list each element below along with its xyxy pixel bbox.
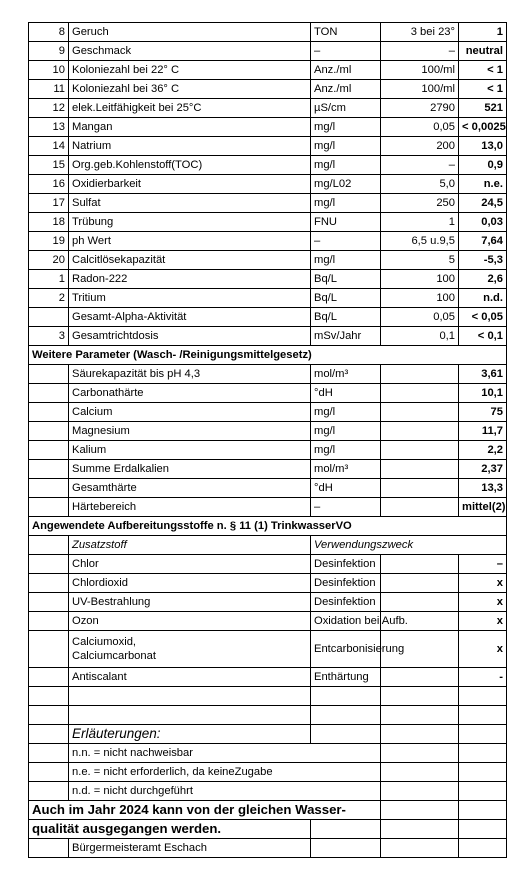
table-body xyxy=(29,23,507,858)
measured-value: mittel(2) xyxy=(459,498,507,517)
table-row xyxy=(29,23,507,42)
limit-value xyxy=(381,403,459,422)
empty-cell xyxy=(381,839,459,858)
row-number: 10 xyxy=(29,61,69,80)
table-row xyxy=(29,555,507,574)
signature-row xyxy=(29,839,507,858)
parameter-name: Mangan xyxy=(69,118,311,137)
empty-cell xyxy=(381,593,459,612)
table-row xyxy=(29,498,507,517)
measured-value: 11,7 xyxy=(459,422,507,441)
additive-name xyxy=(69,631,311,668)
measured-value: 10,1 xyxy=(459,384,507,403)
row-number: 8 xyxy=(29,23,69,42)
parameter-unit: Anz./ml xyxy=(311,80,381,99)
row-number xyxy=(29,384,69,403)
note-text: n.d. = nicht durchgeführt xyxy=(69,782,381,801)
empty-cell xyxy=(381,763,459,782)
measured-value: n.e. xyxy=(459,175,507,194)
table-row xyxy=(29,308,507,327)
statement-row xyxy=(29,820,507,839)
empty-cell xyxy=(459,782,507,801)
limit-value: 5 xyxy=(381,251,459,270)
row-number xyxy=(29,441,69,460)
row-number: 13 xyxy=(29,118,69,137)
empty-cell xyxy=(381,820,459,839)
row-number: 12 xyxy=(29,99,69,118)
empty-cell xyxy=(311,820,381,839)
row-number xyxy=(29,498,69,517)
parameter-name: elek.Leitfähigkeit bei 25°C xyxy=(69,99,311,118)
empty-cell xyxy=(311,687,381,706)
empty-cell xyxy=(381,744,459,763)
parameter-name: Geruch xyxy=(69,23,311,42)
parameter-unit: µS/cm xyxy=(311,99,381,118)
limit-value: 100 xyxy=(381,270,459,289)
parameter-unit: FNU xyxy=(311,213,381,232)
parameter-name: Tritium xyxy=(69,289,311,308)
table-row xyxy=(29,593,507,612)
row-number: 11 xyxy=(29,80,69,99)
empty-cell xyxy=(29,744,69,763)
limit-value xyxy=(381,422,459,441)
measured-value: 2,6 xyxy=(459,270,507,289)
parameter-unit: °dH xyxy=(311,479,381,498)
parameter-unit: TON xyxy=(311,23,381,42)
row-number xyxy=(29,574,69,593)
applied-mark: x xyxy=(459,574,507,593)
table-row xyxy=(29,631,507,668)
note-text: n.n. = nicht nachweisbar xyxy=(69,744,381,763)
table-row xyxy=(29,175,507,194)
measured-value: < 1 xyxy=(459,61,507,80)
section-header xyxy=(29,346,507,365)
parameter-unit: mSv/Jahr xyxy=(311,327,381,346)
statement-line-2: qualität ausgegangen werden. xyxy=(29,820,311,839)
section-header xyxy=(29,517,507,536)
applied-mark: – xyxy=(459,555,507,574)
limit-value: 100 xyxy=(381,289,459,308)
empty-cell xyxy=(29,687,69,706)
parameter-name: Summe Erdalkalien xyxy=(69,460,311,479)
additive-name-line1: Calciumoxid, xyxy=(72,636,137,648)
measured-value: 13,0 xyxy=(459,137,507,156)
empty-cell xyxy=(459,763,507,782)
parameter-name: Säurekapazität bis pH 4,3 xyxy=(69,365,311,384)
limit-value: 3 bei 23° xyxy=(381,23,459,42)
measured-value: -5,3 xyxy=(459,251,507,270)
row-number: 9 xyxy=(29,42,69,61)
notes-title-row xyxy=(29,725,507,744)
table-row xyxy=(29,403,507,422)
parameter-name: Oxidierbarkeit xyxy=(69,175,311,194)
parameter-name: Magnesium xyxy=(69,422,311,441)
table-row xyxy=(29,384,507,403)
empty-cell xyxy=(69,687,311,706)
note-row xyxy=(29,782,507,801)
additive-name: Antiscalant xyxy=(69,668,311,687)
measured-value: < 0,1 xyxy=(459,327,507,346)
notes-title: Erläuterungen: xyxy=(69,725,311,744)
parameter-name: ph Wert xyxy=(69,232,311,251)
limit-value: 0,05 xyxy=(381,308,459,327)
limit-value xyxy=(381,479,459,498)
column-header-row xyxy=(29,536,507,555)
parameter-unit: Bq/L xyxy=(311,270,381,289)
table-row xyxy=(29,118,507,137)
parameter-unit: – xyxy=(311,498,381,517)
limit-value: 100/ml xyxy=(381,80,459,99)
note-row xyxy=(29,763,507,782)
parameter-name: Gesamtrichtdosis xyxy=(69,327,311,346)
section-title-weitere: Weitere Parameter (Wasch- /Reinigungsmittelgesetz) xyxy=(29,346,507,365)
table-row xyxy=(29,232,507,251)
parameter-name: Org.geb.Kohlenstoff(TOC) xyxy=(69,156,311,175)
parameter-name: Härtebereich xyxy=(69,498,311,517)
applied-mark: x xyxy=(459,593,507,612)
table-row xyxy=(29,156,507,175)
additive-name-line2: Calciumcarbonat xyxy=(72,650,156,662)
parameter-name: Koloniezahl bei 36° C xyxy=(69,80,311,99)
empty-cell xyxy=(459,801,507,820)
empty-cell xyxy=(311,706,381,725)
empty-cell xyxy=(459,820,507,839)
row-number: 18 xyxy=(29,213,69,232)
parameter-name: Koloniezahl bei 22° C xyxy=(69,61,311,80)
purpose: Oxidation bei Aufb. xyxy=(311,612,381,631)
row-number xyxy=(29,668,69,687)
applied-mark: x xyxy=(459,612,507,631)
header-verwendungszweck: Verwendungszweck xyxy=(311,536,507,555)
table-row xyxy=(29,479,507,498)
table-row xyxy=(29,213,507,232)
measured-value: < 0,0025 xyxy=(459,118,507,137)
table-row xyxy=(29,422,507,441)
measured-value: < 1 xyxy=(459,80,507,99)
parameter-unit: mg/l xyxy=(311,403,381,422)
row-number xyxy=(29,555,69,574)
note-row xyxy=(29,744,507,763)
empty-cell xyxy=(69,706,311,725)
table-row xyxy=(29,251,507,270)
parameter-unit: mol/m³ xyxy=(311,460,381,479)
table-row xyxy=(29,574,507,593)
blank-row xyxy=(29,687,507,706)
parameter-unit: mg/l xyxy=(311,251,381,270)
parameter-name: Gesamthärte xyxy=(69,479,311,498)
parameter-name: Calcium xyxy=(69,403,311,422)
row-number xyxy=(29,631,69,668)
empty-cell xyxy=(381,725,459,744)
measured-value: neutral xyxy=(459,42,507,61)
parameter-name: Carbonathärte xyxy=(69,384,311,403)
parameter-name: Sulfat xyxy=(69,194,311,213)
blank-row xyxy=(29,706,507,725)
table-row xyxy=(29,61,507,80)
table-row xyxy=(29,194,507,213)
table-row xyxy=(29,270,507,289)
row-number xyxy=(29,536,69,555)
limit-value xyxy=(381,460,459,479)
row-number xyxy=(29,403,69,422)
empty-cell xyxy=(459,839,507,858)
table-row xyxy=(29,441,507,460)
row-number: 16 xyxy=(29,175,69,194)
parameter-unit: – xyxy=(311,42,381,61)
row-number xyxy=(29,460,69,479)
table-row xyxy=(29,327,507,346)
limit-value: 2790 xyxy=(381,99,459,118)
measured-value: 2,37 xyxy=(459,460,507,479)
empty-cell xyxy=(459,706,507,725)
table-row xyxy=(29,99,507,118)
purpose: Entcarbonisierung xyxy=(311,631,381,668)
empty-cell xyxy=(381,555,459,574)
row-number: 14 xyxy=(29,137,69,156)
empty-cell xyxy=(29,839,69,858)
empty-cell xyxy=(311,839,381,858)
measured-value: 24,5 xyxy=(459,194,507,213)
empty-cell xyxy=(459,744,507,763)
measured-value: n.d. xyxy=(459,289,507,308)
parameter-name: Radon-222 xyxy=(69,270,311,289)
limit-value: – xyxy=(381,156,459,175)
header-zusatzstoff: Zusatzstoff xyxy=(69,536,311,555)
row-number xyxy=(29,593,69,612)
empty-cell xyxy=(459,687,507,706)
row-number: 2 xyxy=(29,289,69,308)
limit-value xyxy=(381,498,459,517)
parameter-name: Calcitlösekapazität xyxy=(69,251,311,270)
limit-value xyxy=(381,384,459,403)
limit-value: 6,5 u.9,5 xyxy=(381,232,459,251)
section-title-aufbereitung: Angewendete Aufbereitungsstoffe n. § 11 (1) TrinkwasserVO xyxy=(29,517,507,536)
additive-name: Ozon xyxy=(69,612,311,631)
measured-value: 1 xyxy=(459,23,507,42)
empty-cell xyxy=(311,725,381,744)
table-row xyxy=(29,80,507,99)
table-row xyxy=(29,668,507,687)
statement-line-1: Auch im Jahr 2024 kann von der gleichen Wasser- xyxy=(29,801,381,820)
table-row xyxy=(29,460,507,479)
measured-value: 0,9 xyxy=(459,156,507,175)
limit-value: 100/ml xyxy=(381,61,459,80)
row-number: 3 xyxy=(29,327,69,346)
measured-value: 75 xyxy=(459,403,507,422)
purpose: Desinfektion xyxy=(311,593,381,612)
row-number xyxy=(29,308,69,327)
statement-row xyxy=(29,801,507,820)
row-number xyxy=(29,612,69,631)
row-number: 20 xyxy=(29,251,69,270)
parameter-unit: Anz./ml xyxy=(311,61,381,80)
measured-value: 3,61 xyxy=(459,365,507,384)
parameter-unit: °dH xyxy=(311,384,381,403)
parameter-unit: Bq/L xyxy=(311,308,381,327)
parameter-unit: Bq/L xyxy=(311,289,381,308)
limit-value: 0,1 xyxy=(381,327,459,346)
row-number: 19 xyxy=(29,232,69,251)
parameter-unit: mg/l xyxy=(311,118,381,137)
note-text: n.e. = nicht erforderlich, da keineZugabe xyxy=(69,763,381,782)
measured-value: 521 xyxy=(459,99,507,118)
table-row xyxy=(29,289,507,308)
parameter-unit: mg/l xyxy=(311,194,381,213)
limit-value xyxy=(381,441,459,460)
additive-name: Chlordioxid xyxy=(69,574,311,593)
purpose: Enthärtung xyxy=(311,668,381,687)
row-number: 15 xyxy=(29,156,69,175)
row-number: 17 xyxy=(29,194,69,213)
table-row xyxy=(29,612,507,631)
empty-cell xyxy=(381,687,459,706)
parameter-unit: mg/l xyxy=(311,441,381,460)
empty-cell xyxy=(459,725,507,744)
parameter-name: Kalium xyxy=(69,441,311,460)
measured-value: 0,03 xyxy=(459,213,507,232)
table-row xyxy=(29,42,507,61)
parameter-name: Geschmack xyxy=(69,42,311,61)
limit-value xyxy=(381,365,459,384)
row-number xyxy=(29,365,69,384)
limit-value: 250 xyxy=(381,194,459,213)
row-number xyxy=(29,422,69,441)
empty-cell xyxy=(381,668,459,687)
empty-cell xyxy=(381,782,459,801)
limit-value: 5,0 xyxy=(381,175,459,194)
measured-value: 7,64 xyxy=(459,232,507,251)
empty-cell xyxy=(29,763,69,782)
measured-value: < 0,05 xyxy=(459,308,507,327)
parameter-unit: mg/l xyxy=(311,156,381,175)
measured-value: 13,3 xyxy=(459,479,507,498)
limit-value: 0,05 xyxy=(381,118,459,137)
parameter-unit: mg/l xyxy=(311,137,381,156)
parameter-name: Natrium xyxy=(69,137,311,156)
limit-value: – xyxy=(381,42,459,61)
measured-value: 2,2 xyxy=(459,441,507,460)
parameter-name: Trübung xyxy=(69,213,311,232)
parameter-name: Gesamt-Alpha-Aktivität xyxy=(69,308,311,327)
parameter-unit: mg/L02 xyxy=(311,175,381,194)
applied-mark: - xyxy=(459,668,507,687)
applied-mark: x xyxy=(459,631,507,668)
signature-text: Bürgermeisteramt Eschach xyxy=(69,839,311,858)
empty-cell xyxy=(29,782,69,801)
limit-value: 200 xyxy=(381,137,459,156)
table-row xyxy=(29,137,507,156)
parameter-unit: mg/l xyxy=(311,422,381,441)
empty-cell xyxy=(381,801,459,820)
row-number: 1 xyxy=(29,270,69,289)
water-analysis-table xyxy=(28,22,507,858)
parameter-unit: mol/m³ xyxy=(311,365,381,384)
additive-name: UV-Bestrahlung xyxy=(69,593,311,612)
empty-cell xyxy=(29,706,69,725)
row-number xyxy=(29,479,69,498)
table-row xyxy=(29,365,507,384)
purpose: Desinfektion xyxy=(311,555,381,574)
empty-cell xyxy=(381,574,459,593)
limit-value: 1 xyxy=(381,213,459,232)
empty-cell xyxy=(29,725,69,744)
parameter-unit: – xyxy=(311,232,381,251)
purpose: Desinfektion xyxy=(311,574,381,593)
additive-name: Chlor xyxy=(69,555,311,574)
empty-cell xyxy=(381,706,459,725)
